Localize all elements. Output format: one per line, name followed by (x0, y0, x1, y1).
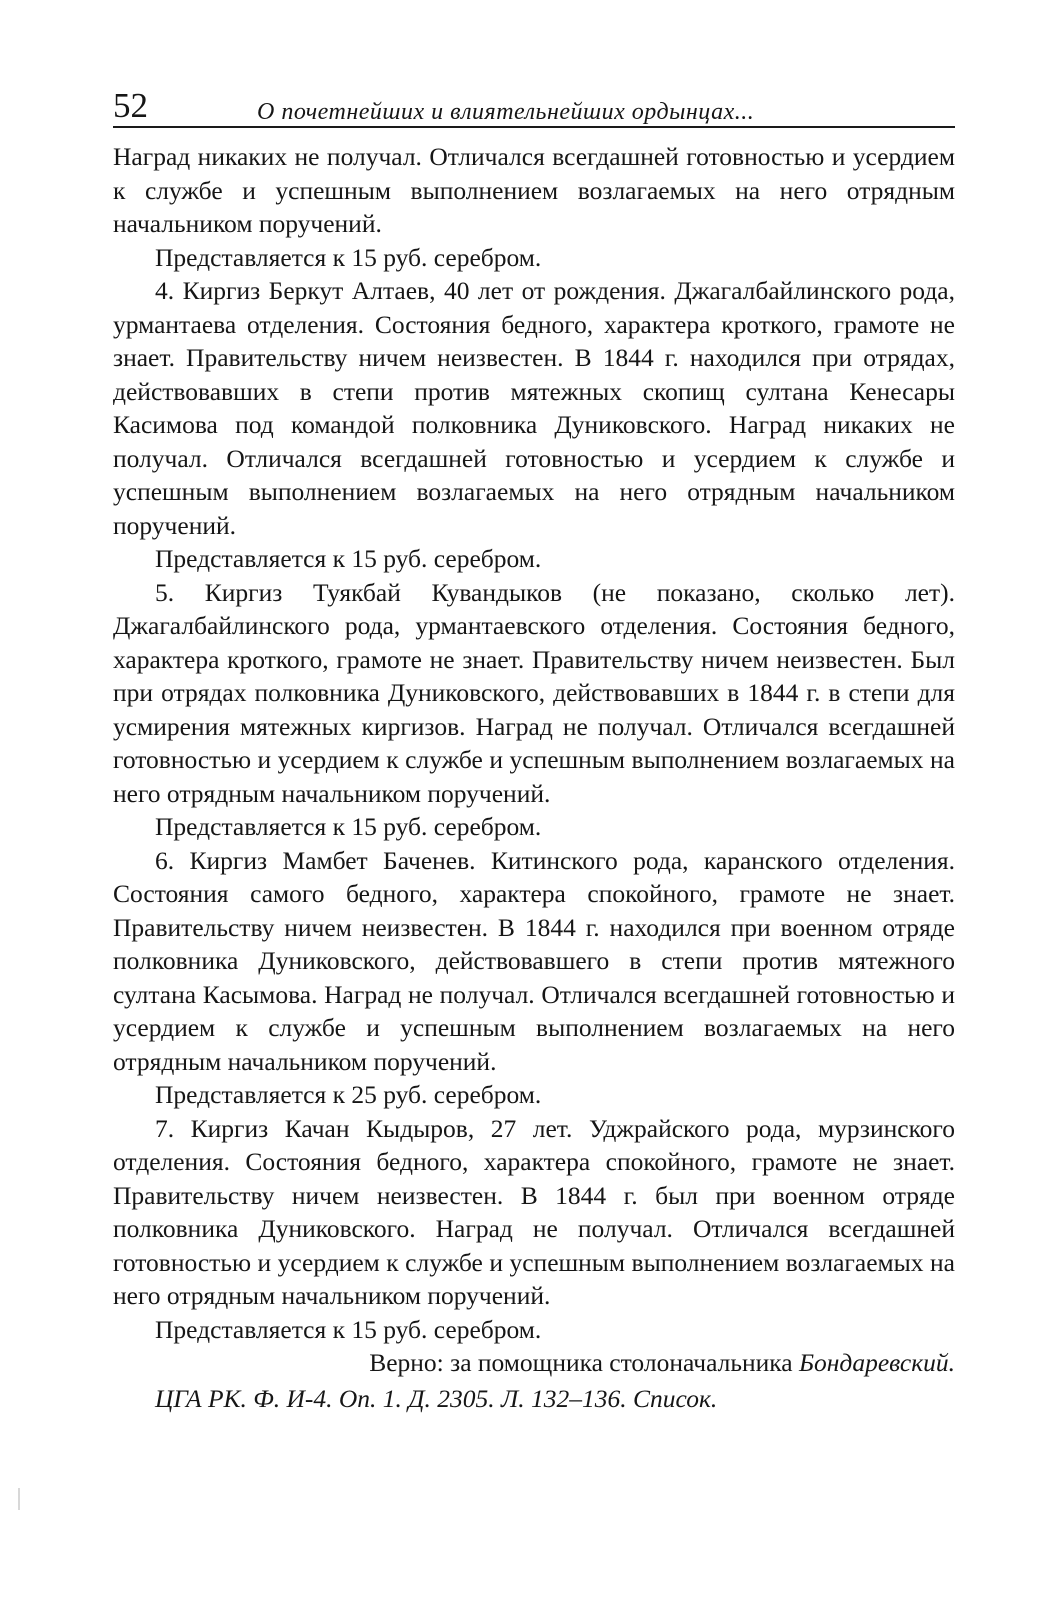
award-amount-line: Представляется к 15 руб. серебром. (155, 544, 542, 573)
entry-5-paragraph: 5. Киргиз Туякбай Кувандыков (не показано, сколько лет). Джагалбайлинского рода, урмантаевского отделения. Состояния бедного, характера кроткого, грамоте не знает. Правительству ничем неизвестен. Был при отрядах полковника Дуниковского, действовавших в 1844 г. в степи для усмирения мятежных киргизов. Наград не получал. Отличался всегдашней готовностью и усердием к службе и успешным выполнением возлагаемых на него отрядным начальником поручений. (113, 577, 955, 808)
entry-4-paragraph: 4. Киргиз Беркут Алтаев, 40 лет от рождения. Джагалбайлинского рода, урмантаева отделения. Состояния бедного, характера кроткого, грамоте не знает. Правительству ничем неизвестен. В 1844 г. находился при отрядах, действовавших в степи против мятежных скопищ султана Кенесары Касимова под командой полковника Дуниковского. Наград никаких не получал. Отличался всегдашней готовностью и усердием к службе и успешным выполнением возлагаемых на него отрядным начальником поручений. (113, 276, 955, 540)
award-amount-line: Представляется к 15 руб. серебром. (155, 1314, 542, 1344)
page-header (113, 82, 955, 128)
running-title: О почетнейших и влиятельнейших ордынцах... (257, 99, 755, 125)
award-amount-line: Представляется к 25 руб. серебром. (155, 1080, 542, 1109)
paragraph-intro: Наград никаких не получал. Отличался всегдашней готовностью и усердием к службе и успешным выполнением возлагаемых на него отрядным начальником поручений. (113, 142, 955, 238)
award-amount-line: Представляется к 15 руб. серебром. (155, 242, 542, 272)
entry-7-paragraph: 7. Киргиз Качан Кыдыров, 27 лет. Уджрайского рода, мурзинского отделения. Состояния бедного, характера спокойного, грамоте не знает. Правительству ничем неизвестен. В 1844 г. был при военном отряде полковника Дуниковского. Наград не получал. Отличался всегдашней готовностью и усердием к службе и успешным выполнением возлагаемых на него отрядным начальником поручений. (113, 1113, 955, 1310)
signer-name: Бондаревский. (798, 1348, 955, 1377)
scan-edge-mark (18, 1488, 20, 1510)
page-body (113, 140, 955, 1415)
archive-citation: ЦГА РК. Ф. И-4. Оп. 1. Д. 2305. Л. 132–136. Список. (155, 1383, 718, 1413)
signature-line (113, 1346, 955, 1380)
page-number: 52 (113, 86, 148, 125)
signature-prefix: Верно: за помощника столоначальника (369, 1348, 793, 1377)
entry-6-paragraph: 6. Киргиз Мамбет Баченев. Китинского рода, каранского отделения. Состояния самого бедного, характера спокойного, грамоте не знает. Правительству ничем неизвестен. В 1844 г. находился при военном отряде полковника Дуниковского, действовавшего в степи против мятежного султана Касымова. Наград не получал. Отличался всегдашней готовностью и усердием к службе и успешным выполнением возлагаемых на него отрядным начальником поручений. (113, 845, 955, 1076)
award-amount-line: Представляется к 15 руб. серебром. (155, 812, 542, 841)
